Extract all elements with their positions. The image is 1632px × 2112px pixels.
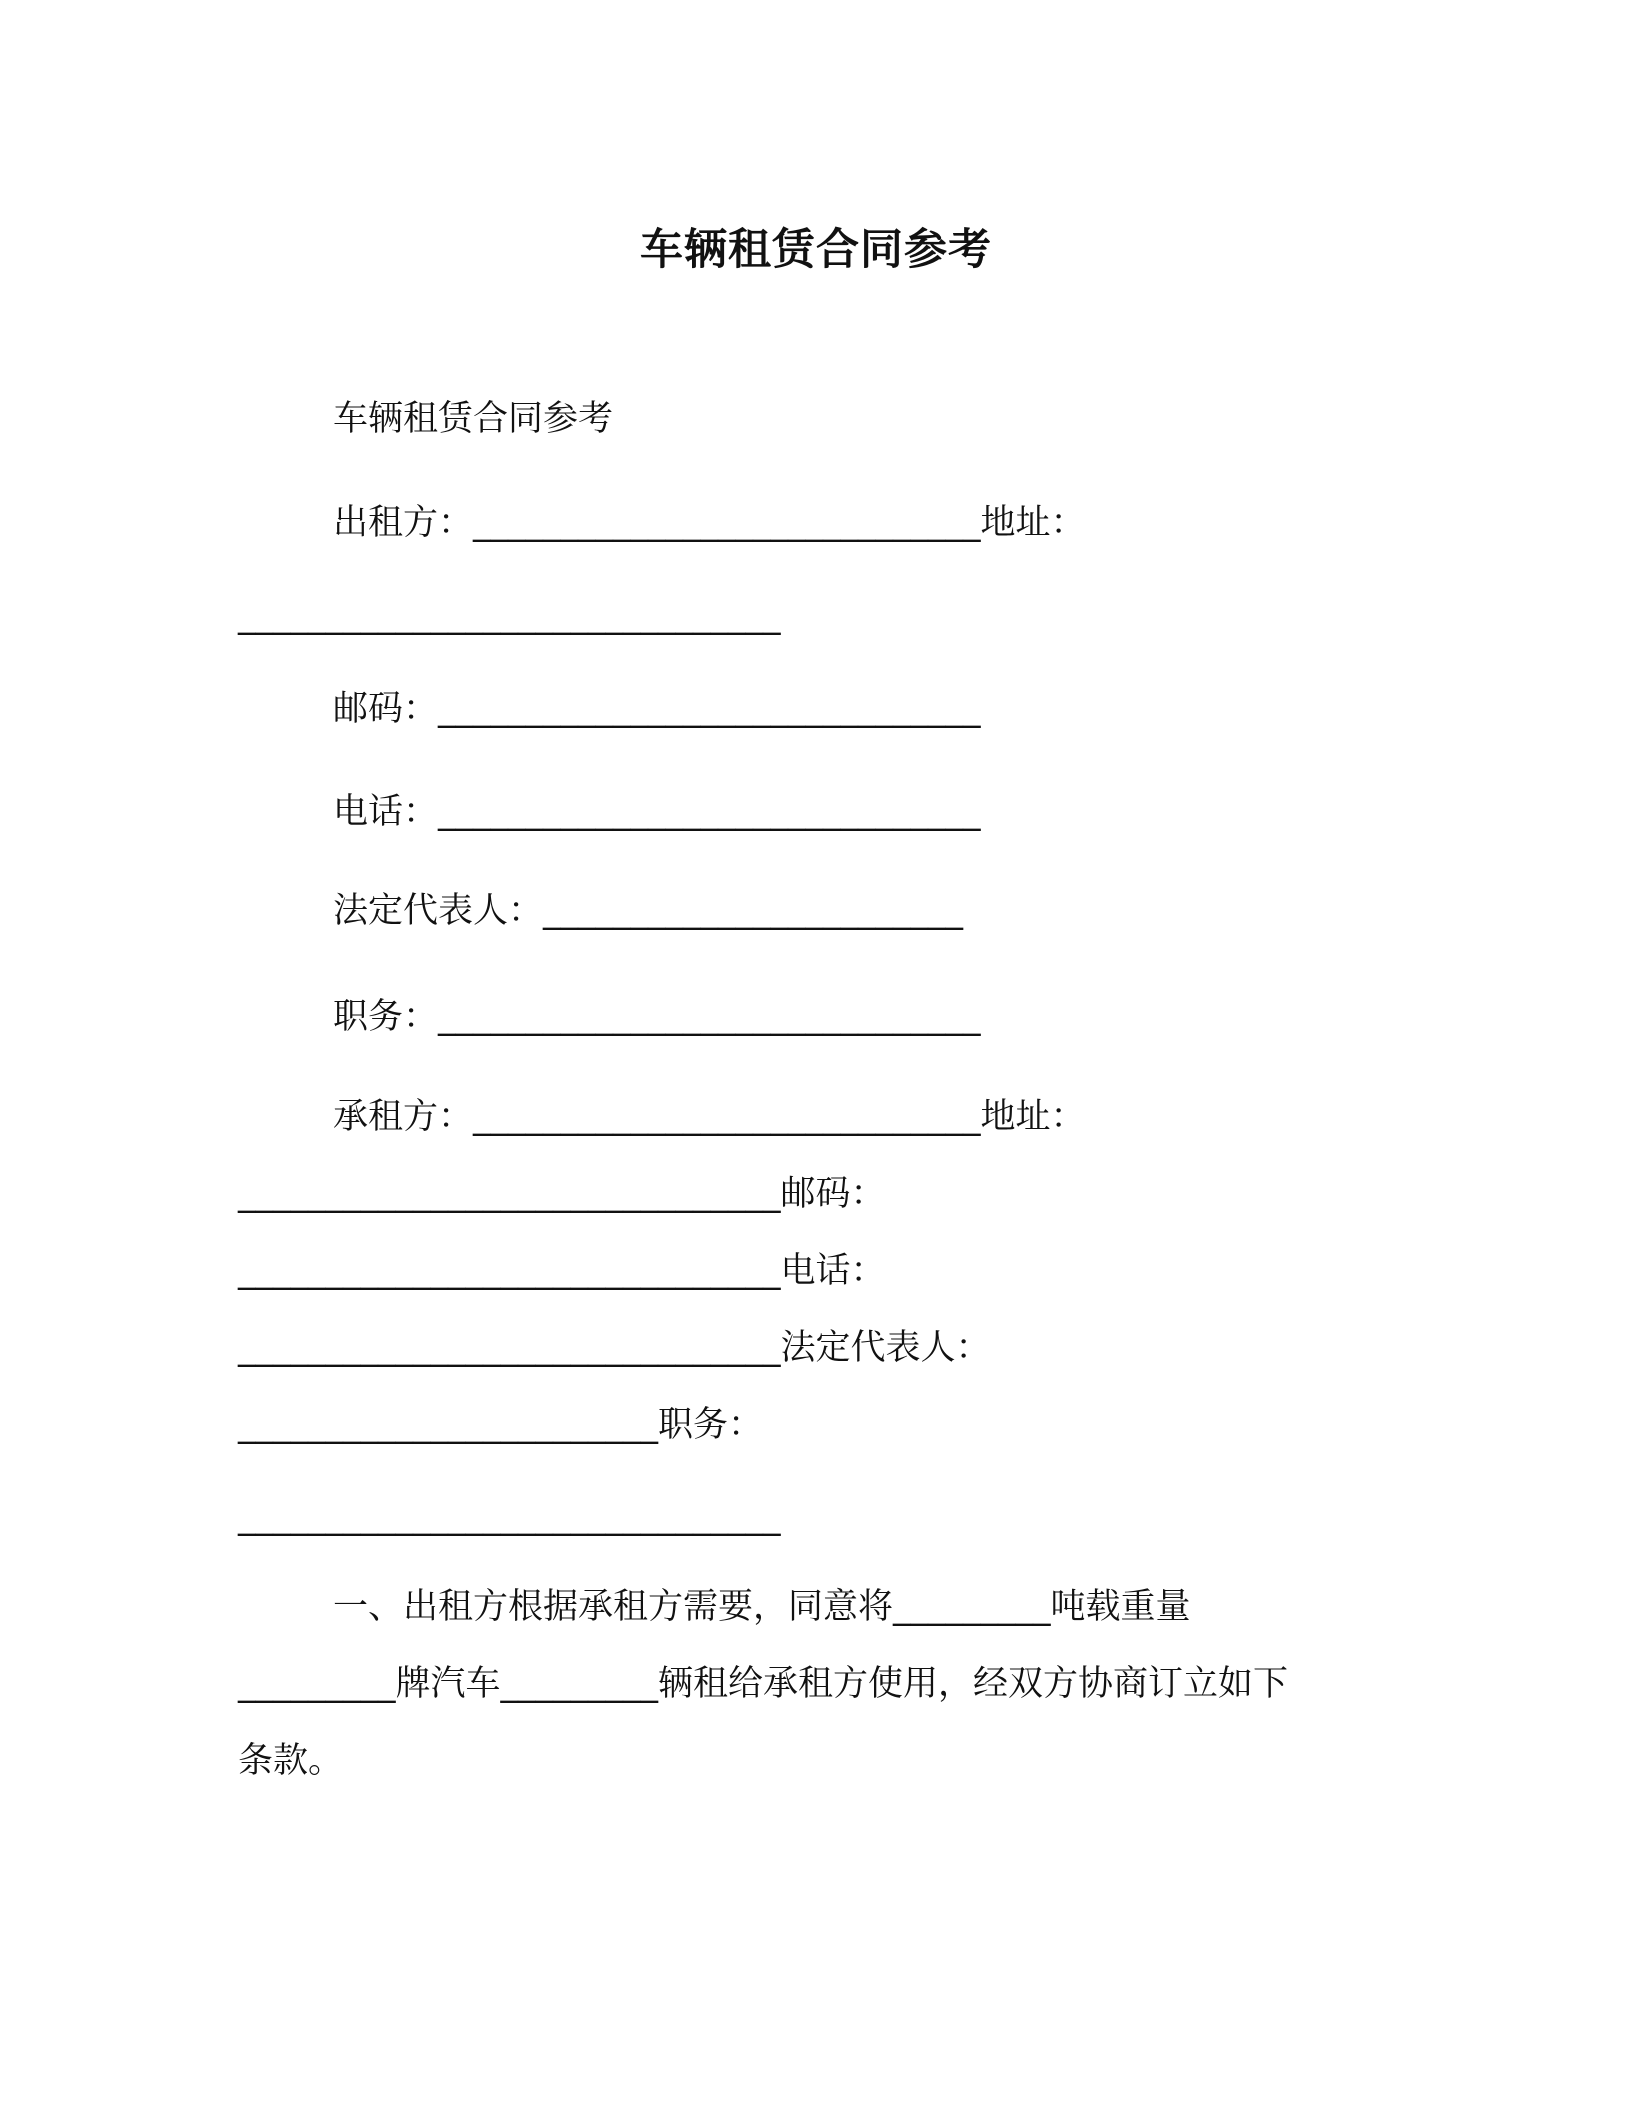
lessor-postcode-line: 邮码：_______________________________ bbox=[333, 689, 981, 729]
lessor-phone-line: 电话：_______________________________ bbox=[333, 792, 981, 832]
lessor-address-line: _______________________________ bbox=[238, 596, 781, 636]
lessee-phone-line: _______________________________法定代表人： bbox=[238, 1328, 991, 1368]
lessee-address-line: _______________________________邮码： bbox=[238, 1174, 886, 1214]
lessee-postcode-line: _______________________________电话： bbox=[238, 1251, 886, 1291]
lessor-name-line: 出租方：_____________________________地址： bbox=[333, 503, 1086, 543]
lessee-legal-rep-line: ________________________职务： bbox=[238, 1405, 764, 1445]
document-title: 车辆租赁合同参考 bbox=[640, 225, 992, 275]
clause-one-line-3: 条款。 bbox=[238, 1741, 344, 1781]
subtitle-line: 车辆租赁合同参考 bbox=[333, 399, 614, 439]
lessee-name-line: 承租方：_____________________________地址： bbox=[333, 1097, 1086, 1137]
lessor-position-line: 职务：_______________________________ bbox=[333, 997, 981, 1037]
lessor-legal-rep-line: 法定代表人：________________________ bbox=[333, 891, 964, 931]
lessee-position-line: _______________________________ bbox=[238, 1497, 781, 1537]
clause-one-line-2: _________牌汽车_________辆租给承租方使用，经双方协商订立如下 bbox=[238, 1664, 1289, 1704]
clause-one-line-1: 一、出租方根据承租方需要，同意将_________吨载重量 bbox=[333, 1587, 1191, 1627]
